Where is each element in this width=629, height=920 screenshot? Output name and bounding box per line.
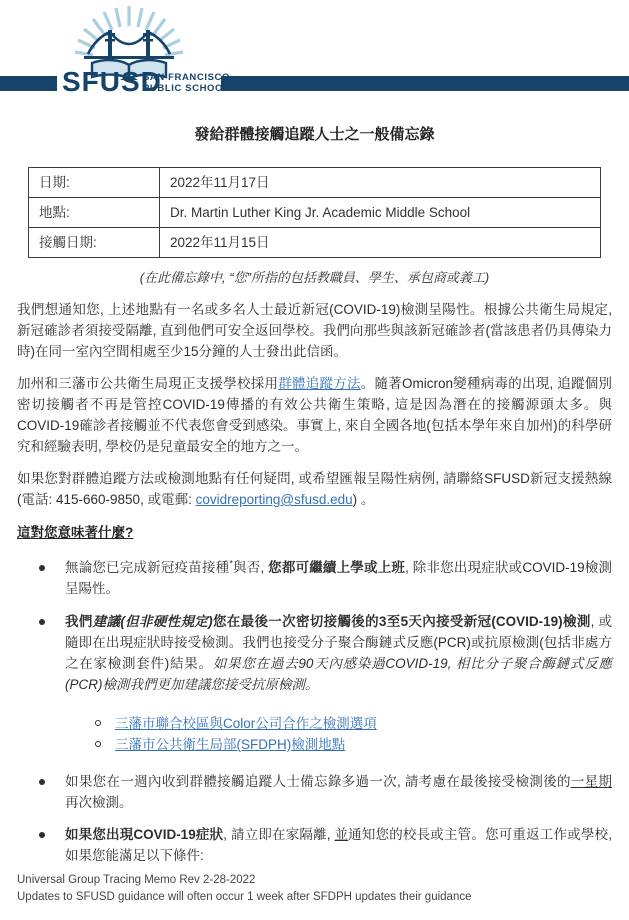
group-tracing-link[interactable]: 群體追蹤方法 [278, 376, 361, 391]
table-row-date [29, 168, 601, 198]
document-footer [17, 872, 612, 906]
bullet-testing-recommendation [17, 611, 612, 695]
asterisk-superscript: * [229, 558, 233, 569]
color-testing-options-link[interactable]: 三藩市聯合校區與Color公司合作之檢測選項 [115, 716, 377, 731]
paragraph-notification-text: 我們想通知您, 上述地點有一名或多名人士最近新冠(COVID-19)檢測呈陽性。根據公共衛生局規定, 新冠確診者須接受隔離, 直到他們可安全返回學校。我們向那些與該新冠確診者(當該患者仍具傳染力時)在同一室內空間相處至少15分鐘的人士發出此信函。 [17, 302, 612, 359]
bullet-run: 與否, [232, 560, 269, 575]
paragraph-contact-info [17, 468, 612, 510]
bullet-dot-icon [39, 565, 45, 571]
definition-note: (在此備忘錄中, “您”所指的包括教職員、學生、承包商或義工) [139, 270, 490, 285]
brand-wordmark: SFUSD [62, 66, 162, 97]
bullet-run-italic: 如果您在過去90天內感染過COVID-19, 相比分子聚合酶鏈式反應(PCR)檢測我們更加建議您接受抗原檢測。 [65, 656, 612, 692]
bullet-dot-icon [39, 832, 45, 838]
bullet-run-bold: 我們 [65, 614, 93, 629]
bullet-run-bold-italic: 建議(但非硬性規定) [92, 614, 213, 629]
exposure-date-value: 2022年11月15日 [160, 228, 601, 258]
sfdph-testing-sites-link[interactable]: 三藩市公共衛生局部(SFDPH)檢測地點 [115, 737, 346, 752]
bullet-run: , 或隨即在出現症狀時接受檢測。我們也接受分子聚合酶鏈式反應(PCR)或抗原檢測(包括非處方之在家檢測套件)結果。 [65, 614, 613, 671]
covid-reporting-email-link[interactable]: covidreporting@sfusd.edu [195, 492, 353, 507]
brand-bar-right [221, 76, 629, 91]
bullet-run: 再次檢測。 [65, 795, 133, 810]
bullet-run: 無論您已完成新冠疫苗接種 [65, 560, 230, 575]
brand-subtitle [143, 72, 236, 94]
memo-body [0, 118, 629, 866]
brand-subtitle-line2: PUBLIC SCHOOLS [143, 83, 237, 94]
testing-links-list [17, 713, 612, 755]
bridge-icon [84, 30, 174, 59]
paragraph-notification [17, 299, 612, 362]
bullet-repeat-memo [17, 771, 612, 813]
bullet-dot-icon [39, 619, 45, 625]
brand-subtitle-line1: SAN FRANCISCO [143, 72, 230, 83]
bullet-run-underline: 並 [334, 827, 349, 842]
paragraph-contact-info-run: 如果您對群體追蹤方法或檢測地點有任何疑問, 或希望匯報呈陽性病例, 請聯絡SFUSD新冠支援熱線 (電話: 415-660-9850, 或電郵: [17, 471, 612, 507]
sub-bullet-color-testing [95, 713, 612, 734]
bullet-symptoms [17, 824, 612, 866]
table-row-location [29, 198, 601, 228]
paragraph-group-tracing-run: 。隨著Omicron變種病毒的出現, 追蹤個別密切接觸者不再是管控COVID-19傳播的有效公共衛生策略, 這是因為潛在的接觸源頭太多。與COVID-19確診者接觸並不代表您會受到感染。事實上, 來自全國各地(包括本學年來自加州)的科學研究和經驗表明, 學校仍是兒童最安全的地方之一。 [17, 376, 613, 454]
date-label: 日期: [29, 168, 160, 198]
bullet-run-bold: 您在最後一次密切接觸後的3至5天內接受新冠(COVID-19)檢測 [212, 614, 591, 629]
paragraph-contact-info-run: ) 。 [352, 492, 375, 507]
location-label: 地點: [29, 198, 160, 228]
bullet-run-bold: 您都可繼續上學或上班 [268, 560, 406, 575]
sub-bullet-sfdph-sites [95, 734, 612, 755]
footer-guidance-line: Updates to SFUSD guidance will often occur 1 week after SFDPH updates their guidance [17, 891, 472, 903]
bullet-run-bold: 如果您出現COVID-19症狀 [65, 827, 224, 842]
bullet-run: 通知您的校長或主管。您可重返工作或學校, 如果您能滿足以下條件: [65, 827, 612, 863]
table-row-exposure-date [29, 228, 601, 258]
bullet-continue-school [17, 557, 612, 599]
bullet-dot-icon [39, 779, 45, 785]
brand-bar-left [0, 76, 57, 91]
bullet-run-underline: 一星期 [570, 774, 612, 789]
date-value: 2022年11月17日 [160, 168, 601, 198]
location-value: Dr. Martin Luther King Jr. Academic Middle School [160, 198, 601, 228]
document-title: 發給群體接觸追蹤人士之一般備忘錄 [194, 126, 435, 143]
section-heading-what-it-means: 這對您意味著什麼? [17, 525, 134, 540]
paragraph-group-tracing-run: 加州和三藩市公共衛生局現正支援學校採用 [17, 376, 279, 391]
sub-bullet-circle-icon [95, 741, 101, 747]
paragraph-group-tracing [17, 373, 612, 457]
bullet-run: , 除非您出現症狀或COVID-19檢測呈陽性。 [65, 560, 612, 596]
info-table [28, 167, 601, 258]
bullet-run: , 請立即在家隔離, [223, 827, 335, 842]
exposure-date-label: 接觸日期: [29, 228, 160, 258]
bullet-run: 如果您在一週內收到群體接觸追蹤人士備忘錄多過一次, 請考慮在最後接受檢測後的 [65, 774, 571, 789]
footer-revision-line: Universal Group Tracing Memo Rev 2-28-2022 [17, 874, 256, 886]
sub-bullet-circle-icon [95, 720, 101, 726]
